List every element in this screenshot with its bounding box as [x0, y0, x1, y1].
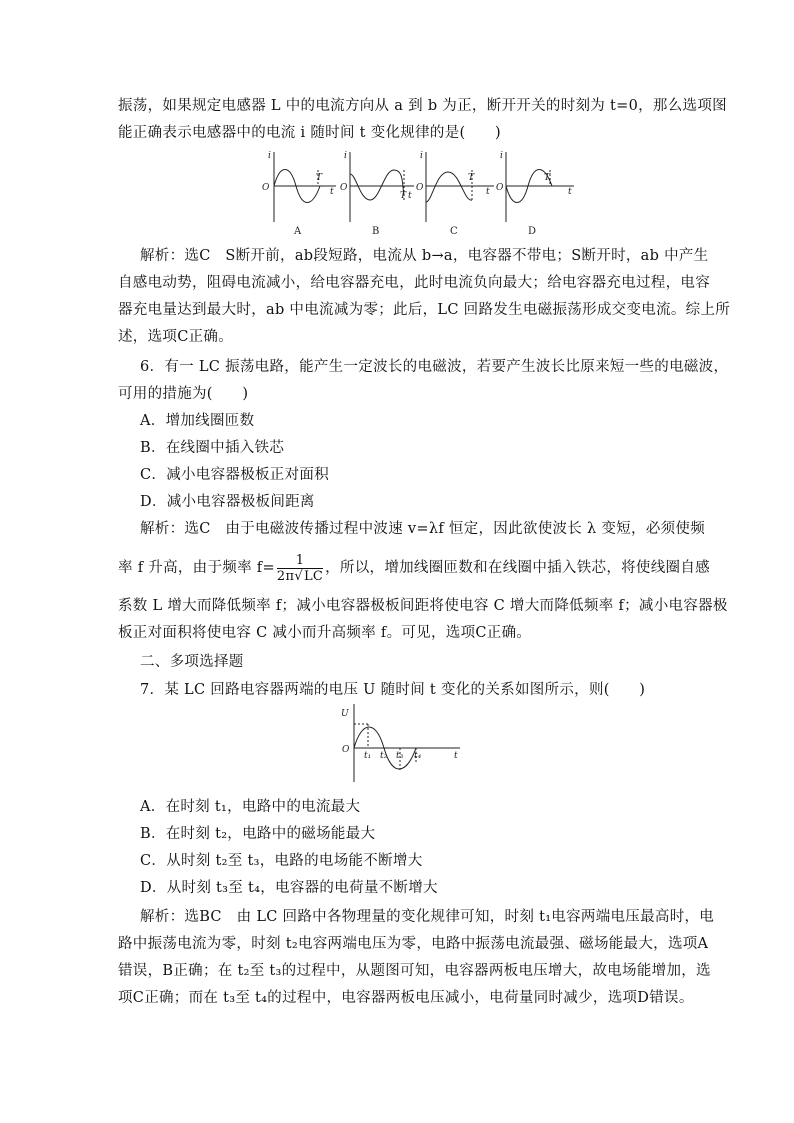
fraction-denominator-2pi: 2π [276, 568, 295, 584]
graph-b-t-label: t [408, 191, 412, 201]
sqrt-icon: √ [294, 568, 303, 584]
graph-d-t-label: t [568, 187, 572, 197]
q6-analysis-line-2-pre: 率 f 升高，由于频率 f= [118, 560, 275, 576]
q5-analysis-line-4: 述，选项C正确。 [118, 329, 233, 345]
q7-option-d: D．从时刻 t₃至 t₄，电容器的电荷量不断增大 [140, 880, 438, 896]
q5-stem-line-2: 能正确表示电感器中的电流 i 随时间 t 变化规律的是( ) [118, 125, 502, 141]
q7-o-label: O [342, 745, 350, 755]
fraction-radicand: LC [303, 568, 324, 584]
q6-analysis-line-3: 系数 L 增大而降低频率 f；减小电容器极板间距将使电容 C 增大而降低频率 f；减小电容器极 [118, 598, 728, 614]
q5-analysis-line-1: 解析：选C S断开前，ab段短路，电流从 b→a，电容器不带电；S断开时，ab 中产生 [140, 248, 709, 264]
q7-stem: 7．某 LC 回路电容器两端的电压 U 随时间 t 变化的关系如图所示，则( ) [140, 682, 646, 698]
graph-b-i-label: i [344, 151, 347, 161]
q7-t4-label: t₄ [414, 751, 422, 761]
q6-analysis-line-4: 板正对面积将使电容 C 减小而升高频率 f。可见，选项C正确。 [118, 625, 532, 641]
graph-d-i-label: i [500, 151, 503, 161]
graph-a-o-label: O [262, 183, 270, 193]
q7-option-a: A．在时刻 t₁，电路中的电流最大 [140, 799, 361, 815]
q7-voltage-figure [330, 702, 470, 784]
fraction-denominator [277, 569, 323, 584]
graph-b-T-label: T [400, 191, 407, 201]
frequency-fraction [277, 553, 323, 584]
graph-c-o-label: O [416, 183, 424, 193]
q6-analysis-line-2 [118, 551, 794, 585]
q6-option-b: B．在线圈中插入铁芯 [140, 440, 285, 456]
q7-analysis-line-4: 项C正确；而在 t₃至 t₄的过程中，电容器两板电压减小，电荷量同时减少，选项D错误。 [118, 990, 694, 1006]
graph-c [426, 152, 494, 222]
q6-analysis-line-1: 解析：选C 由于电磁波传播过程中波速 v=λf 恒定，因此欲使波长 λ 变短，必须使频 [140, 521, 706, 537]
graph-c-i-label: i [420, 151, 423, 161]
q7-option-c: C．从时刻 t₂至 t₃，电路的电场能不断增大 [140, 853, 423, 869]
q7-analysis-line-2: 路中振荡电流为零，时刻 t₂电容两端电压为零，电路中振荡电流最强、磁场能最大，选项A [118, 936, 709, 952]
section-heading-multiple-choice: 二、多项选择题 [140, 654, 244, 670]
q7-t-label: t [454, 751, 458, 761]
graph-d-o-label: O [496, 183, 504, 193]
graph-b-caption: B [372, 226, 380, 237]
q7-u-label: U [341, 709, 349, 719]
q5-stem-line-1: 振荡，如果规定电感器 L 中的电流方向从 a 到 b 为正，断开开关的时刻为 t=0，那么选项图 [118, 98, 727, 114]
graph-b-o-label: O [340, 183, 348, 193]
q7-t2-label: t₂ [380, 751, 388, 761]
graph-a-t-label: t [330, 187, 334, 197]
q6-option-c: C．减小电容器极板正对面积 [140, 467, 329, 483]
q7-option-b: B．在时刻 t₂，电路中的磁场能最大 [140, 826, 376, 842]
graph-d-T-label: T [544, 173, 551, 183]
q5-options-figure [258, 150, 578, 238]
q7-analysis-line-3: 错误，B正确；在 t₂至 t₃的过程中，从题图可知，电容器两板电压增大，故电场能增加，选 [118, 963, 711, 979]
q7-t3-label: t₃ [396, 751, 404, 761]
q6-option-d: D．减小电容器极板间距离 [140, 494, 315, 510]
q6-option-a: A．增加线圈匝数 [140, 413, 255, 429]
q6-analysis-line-2-post: ，所以，增加线圈匝数和在线圈中插入铁芯，将使线圈自感 [325, 560, 710, 576]
q5-analysis-line-3: 器充电量达到最大时，ab 中电流减为零；此后，LC 回路发生电磁振荡形成交变电流。综上所 [118, 302, 731, 318]
q6-stem-line-1: 6．有一 LC 振荡电路，能产生一定波长的电磁波，若要产生波长比原来短一些的电磁波， [140, 359, 729, 375]
graph-c-T-label: T [468, 173, 475, 183]
graph-c-caption: C [450, 226, 458, 237]
q7-t1-label: t₁ [364, 751, 372, 761]
graph-b [350, 152, 414, 222]
q7-analysis-line-1: 解析：选BC 由 LC 回路中各物理量的变化规律可知，时刻 t₁电容两端电压最高时，电 [140, 909, 715, 925]
graph-a-caption: A [294, 226, 302, 237]
graph-a-T-label: T [316, 173, 323, 183]
graph-a-i-label: i [268, 151, 271, 161]
q6-stem-line-2: 可用的措施为( ) [118, 386, 249, 402]
q5-analysis-line-2: 自感电动势，阻碍电流减小，给电容器充电，此时电流负向最大；给电容器充电过程，电容 [118, 275, 710, 291]
graph-d-caption: D [528, 226, 537, 237]
graph-c-t-label: t [486, 187, 490, 197]
graph-a [274, 152, 336, 222]
fraction-numerator: 1 [277, 553, 323, 569]
graph-d [506, 152, 574, 222]
